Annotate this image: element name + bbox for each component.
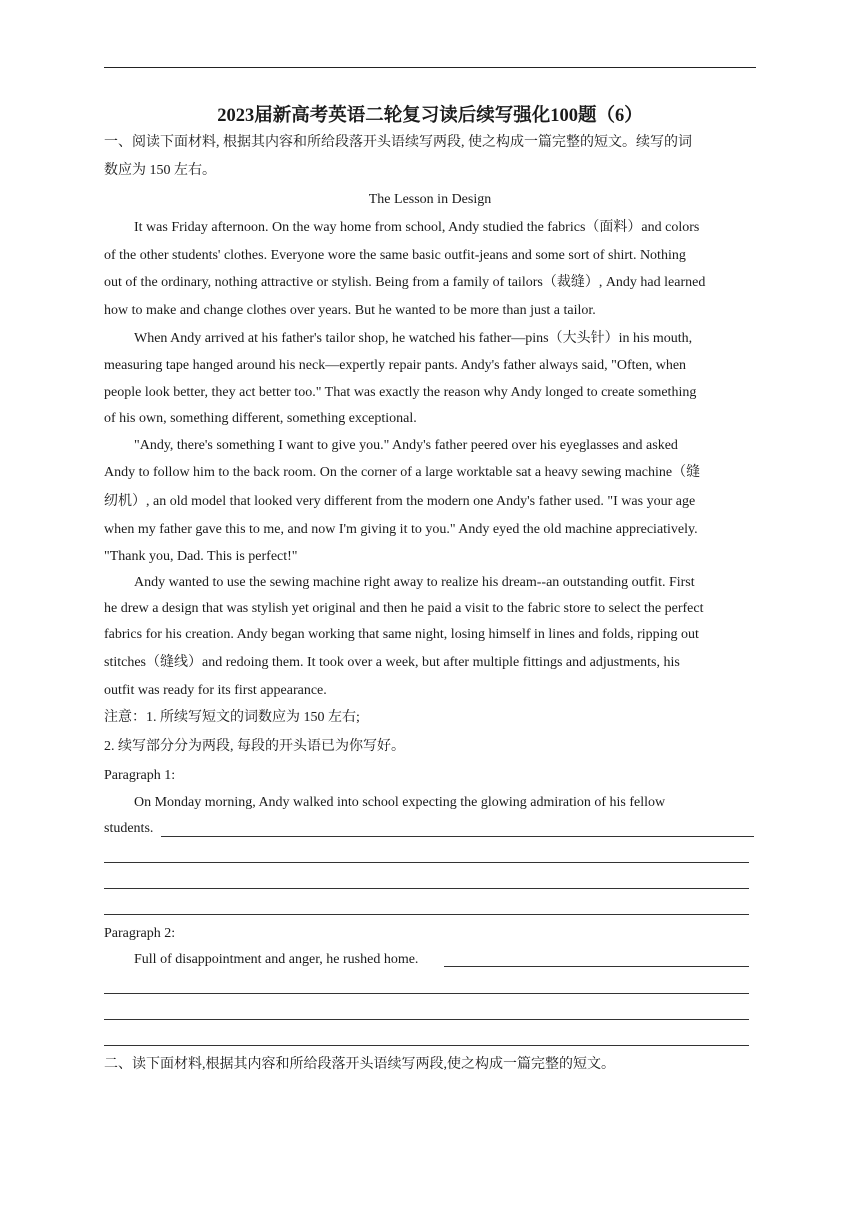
story-line: "Thank you, Dad. This is perfect!" [104,549,298,564]
story-line: measuring tape hanged around his neck—expertly repair pants. Andy's father always said, "Often, when [104,358,687,373]
document-title: 2023届新高考英语二轮复习读后续写强化100题（6） [217,106,643,126]
story-line: 纫机）, an old model that looked very different from the modern one Andy's father used. "I was your age [104,494,696,509]
paragraph1-label: Paragraph 1: [104,768,176,783]
answer-line[interactable] [444,966,749,967]
answer-line[interactable] [104,914,749,915]
story-line: of his own, something different, something exceptional. [104,411,417,426]
story-line: When Andy arrived at his father's tailor shop, he watched his father—pins（大头针）in his mouth, [134,331,693,346]
header-rule [104,67,756,68]
story-line: when my father gave this to me, and now I'm giving it to you." Andy eyed the old machine appreciatively. [104,522,698,537]
answer-line[interactable] [104,993,749,994]
note-word-count: 注意：1. 所续写短文的词数应为 150 左右; [104,710,360,725]
paragraph2-opening: Full of disappointment and anger, he rushed home. [134,952,419,967]
story-line: of the other students' clothes. Everyone wore the same basic outfit-jeans and some sort of shirt. Nothing [104,248,686,263]
story-line: people look better, they act better too." That was exactly the reason why Andy longed to create something [104,385,697,400]
story-line: Andy to follow him to the back room. On the corner of a large worktable sat a heavy sewing machine（缝 [104,465,701,480]
story-line: fabrics for his creation. Andy began working that same night, losing himself in lines and folds, ripping out [104,627,699,642]
story-title: The Lesson in Design [368,192,492,207]
story-line: It was Friday afternoon. On the way home from school, Andy studied the fabrics（面料）and colors [134,220,700,235]
story-line: Andy wanted to use the sewing machine right away to realize his dream--an outstanding outfit. First [134,575,695,590]
section1-instruction-line: 一、阅读下面材料, 根据其内容和所给段落开头语续写两段, 使之构成一篇完整的短文。续写的词 [104,135,692,150]
section2-instruction: 二、读下面材料,根据其内容和所给段落开头语续写两段,使之构成一篇完整的短文。 [104,1057,615,1072]
paragraph2-label: Paragraph 2: [104,926,176,941]
answer-line[interactable] [104,888,749,889]
note-paragraphs: 2. 续写部分分为两段, 每段的开头语已为你写好。 [104,739,405,754]
story-line: out of the ordinary, nothing attractive or stylish. Being from a family of tailors（裁缝）, Andy had learned [104,275,706,290]
story-line: "Andy, there's something I want to give you." Andy's father peered over his eyeglasses and asked [134,438,678,453]
section1-instruction-line: 数应为 150 左右。 [104,163,216,178]
paragraph1-opening-cont: students. [104,821,154,836]
story-line: he drew a design that was stylish yet original and then he paid a visit to the fabric store to select the perfect [104,601,704,616]
paragraph1-opening: On Monday morning, Andy walked into school expecting the glowing admiration of his fellow [134,795,666,810]
answer-line[interactable] [104,862,749,863]
answer-line[interactable] [104,1045,749,1046]
story-line: outfit was ready for its first appearance. [104,683,327,698]
story-line: how to make and change clothes over years. But he wanted to be more than just a tailor. [104,303,596,318]
story-line: stitches（缝线）and redoing them. It took over a week, but after multiple fittings and adjustments, his [104,655,680,670]
answer-line[interactable] [161,836,754,837]
answer-line[interactable] [104,1019,749,1020]
